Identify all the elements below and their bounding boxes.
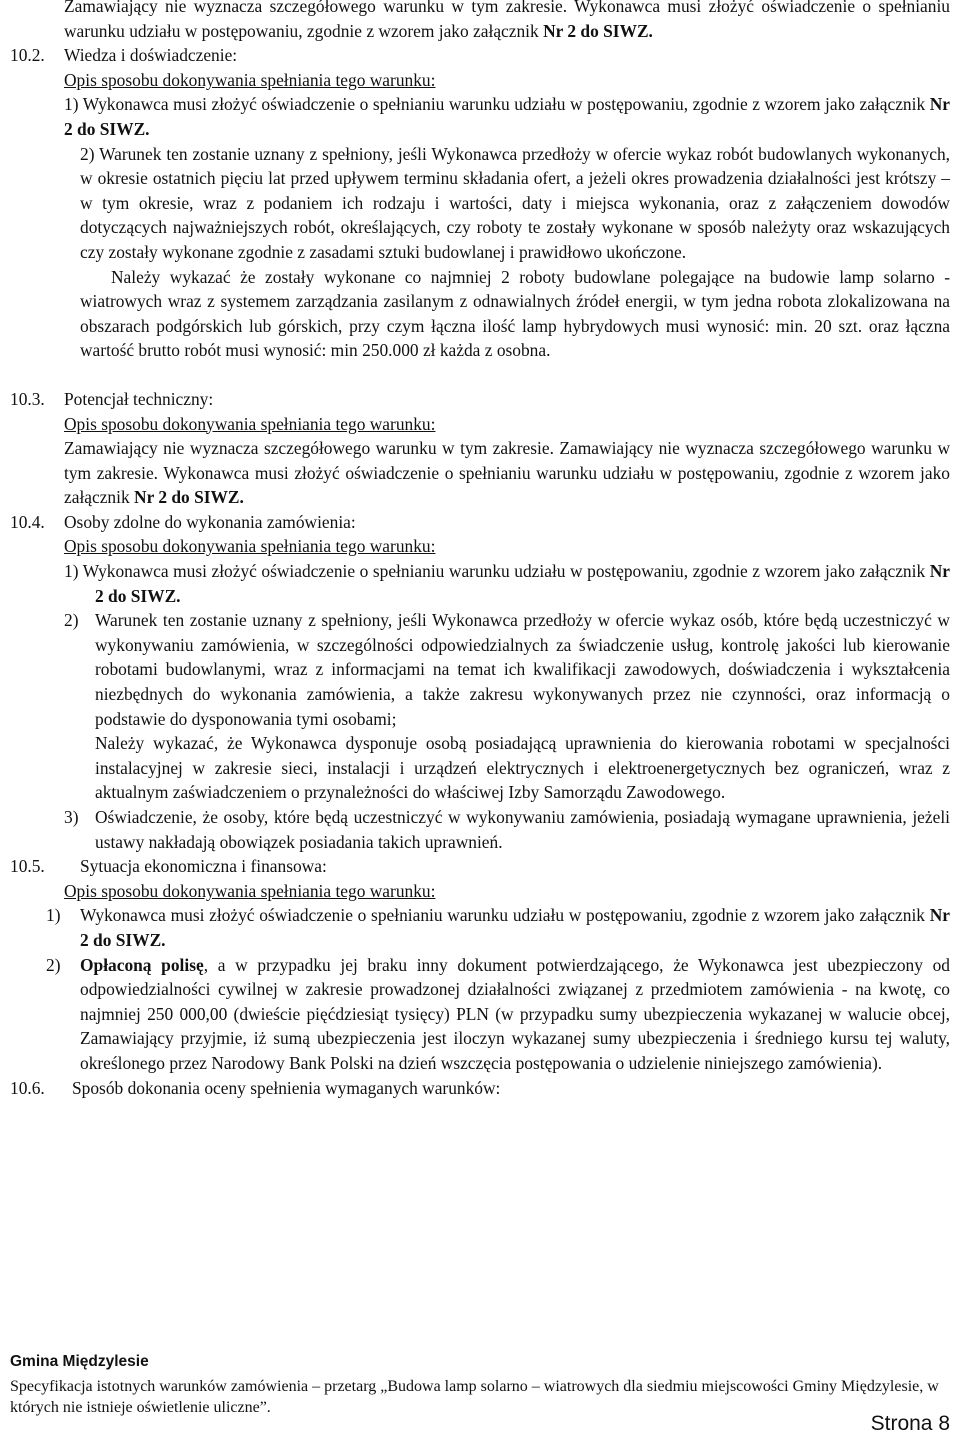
list-item: 3) Oświadczenie, że osoby, które będą uczestniczyć w wykonywaniu zamówienia, posiadają wymagane uprawnienia, jeżeli ustawy nakładają obowiązek posiadania takich uprawnień. (64, 807, 950, 852)
section-10-5 (0, 854, 960, 879)
subheading: Opis sposobu dokonywania spełniania tego warunku: (64, 880, 436, 901)
section-title: Sposób dokonania oceny spełnienia wymaganych warunków: (72, 1077, 501, 1098)
requirement-paragraph: Należy wykazać, że Wykonawca dysponuje osobą posiadającą uprawnienia do kierowania robotami w specjalności instalacyjnej w zakresie sieci, instalacji i urządzeń elektrycznych i elektroenergetycznych bez ograniczeń, wraz z aktualnym zaświadczeniem o przynależności do właściwej Izby Samorządu Zawodowego. (95, 733, 950, 803)
section-title: Sytuacja ekonomiczna i finansowa: (80, 856, 327, 877)
list-item: 1) Wykonawca musi złożyć oświadczenie o spełnianiu warunku udziału w postępowaniu, zgodnie z wzorem jako załącznik Nr 2 do SIWZ. (64, 94, 950, 139)
page-number: Strona 8 (870, 1412, 950, 1435)
list-item: 2) Opłaconą polisę, a w przypadku jej braku inny dokument potwierdzającego, że Wykonawca jest ubezpieczony od odpowiedzialności cywilnej w zakresie prowadzonej działalności związanej z przedmiotem zamówienia - na kwotę, co najmniej 250 000,00 (dwieście pięćdziesiąt tysięcy) PLN (w przypadku sumy ubezpieczenia wykazanej w walucie obcej, Zamawiający przyjmie, iż sumą ubezpieczenia jest iloczyn wykazanej sumy ubezpieczenia i średniego kursu tej waluty, określonego przez Narodowy Bank Polski na dzień wszczęcia postępowania o udzielenie niniejszego zamówienia). (46, 954, 951, 1073)
section-number: 10.2. (10, 45, 45, 66)
footer-organization: Gmina Międzylesie (10, 1353, 149, 1370)
section-title: Osoby zdolne do wykonania zamówienia: (64, 511, 356, 532)
section-10-6 (0, 1076, 960, 1101)
list-item: 2) Warunek ten zostanie uznany z spełniony, jeśli Wykonawca przedłoży w ofercie wykaz robót budowlanych wykonanych, w okresie ostatnich pięciu lat przed upływem terminu składania ofert, a jeżeli okres prowadzenia działalności jest krótszy – w tym okresie, wraz z podaniem ich rodzaju i wartości, daty i miejsca wykonania, oraz z załączeniem dowodów dotyczących najważniejszych robót, określających, czy roboty te zostały wykonane w sposób należyty oraz wskazujących czy zostały wykonane zgodnie z zasadami sztuki budowlanej i prawidłowo ukończone. (80, 143, 950, 262)
section-10-2 (0, 43, 960, 68)
section-title: Potencjał techniczny: (64, 388, 214, 409)
section-title: Wiedza i doświadczenie: (64, 45, 238, 66)
section-number: 10.6. (10, 1077, 45, 1098)
list-item: 1) Wykonawca musi złożyć oświadczenie o spełnianiu warunku udziału w postępowaniu, zgodnie z wzorem jako załącznik Nr 2 do SIWZ. (64, 561, 950, 606)
list-item: 2) Warunek ten zostanie uznany z spełniony, jeśli Wykonawca przedłoży w ofercie wykaz osób, które będą uczestniczyć w wykonywaniu zamówienia, w szczególności odpowiedzialnych za świadczenie usług, kontrolę jakości lub kierowanie robotami budowlanymi, wraz z informacjami na temat ich kwalifikacji zawodowych, doświadczenia i wykształcenia niezbędnych do wykonania zamówienia, a także zakresu wykonywanych przez nie czynności, oraz informacją o podstawie do dysponowania tymi osobami; (64, 610, 950, 729)
subheading: Opis sposobu dokonywania spełniania tego warunku: (64, 413, 436, 434)
section-number: 10.5. (10, 856, 45, 877)
section-number: 10.4. (10, 511, 45, 532)
paragraph: Zamawiający nie wyznacza szczegółowego warunku w tym zakresie. Wykonawca musi złożyć oświadczenie o spełnianiu warunku udziału w postępowaniu, zgodnie z wzorem jako załącznik Nr 2 do SIWZ. (64, 0, 950, 41)
section-10-4 (0, 510, 960, 535)
section-10-3 (0, 387, 960, 412)
footer-text: Specyfikacja istotnych warunków zamówienia – przetarg „Budowa lamp solarno – wiatrowych dla siedmiu miejscowości Gminy Międzylesie, w których nie istnieje oświetlenie uliczne”. (10, 1378, 939, 1416)
subheading: Opis sposobu dokonywania spełniania tego warunku: (64, 536, 436, 557)
list-item: 1) Wykonawca musi złożyć oświadczenie o spełnianiu warunku udziału w postępowaniu, zgodnie z wzorem jako załącznik Nr 2 do SIWZ. (46, 905, 950, 950)
paragraph: Zamawiający nie wyznacza szczegółowego warunku w tym zakresie. Zamawiający nie wyznacza szczegółowego warunku w tym zakresie. Wykonawca musi złożyć oświadczenie o spełnianiu warunku udziału w postępowaniu, zgodnie z wzorem jako załącznik Nr 2 do SIWZ. (64, 438, 950, 508)
subheading: Opis sposobu dokonywania spełniania tego warunku: (64, 69, 436, 90)
section-number: 10.3. (10, 388, 45, 409)
requirement-paragraph: Należy wykazać że zostały wykonane co najmniej 2 roboty budowlane polegające na budowie lamp solarno -wiatrowych wraz z systemem zarządzania zasilanym z odnawialnych źródeł energii, w tym jedna robota zlokalizowana na obszarach podgórskich lub górskich, przy czym łączna ilość lamp hybrydowych musi wynosić: min. 20 szt. oraz łączna wartość brutto robót musi wynosić: min 250.000 zł każda z osobna. (80, 266, 950, 361)
